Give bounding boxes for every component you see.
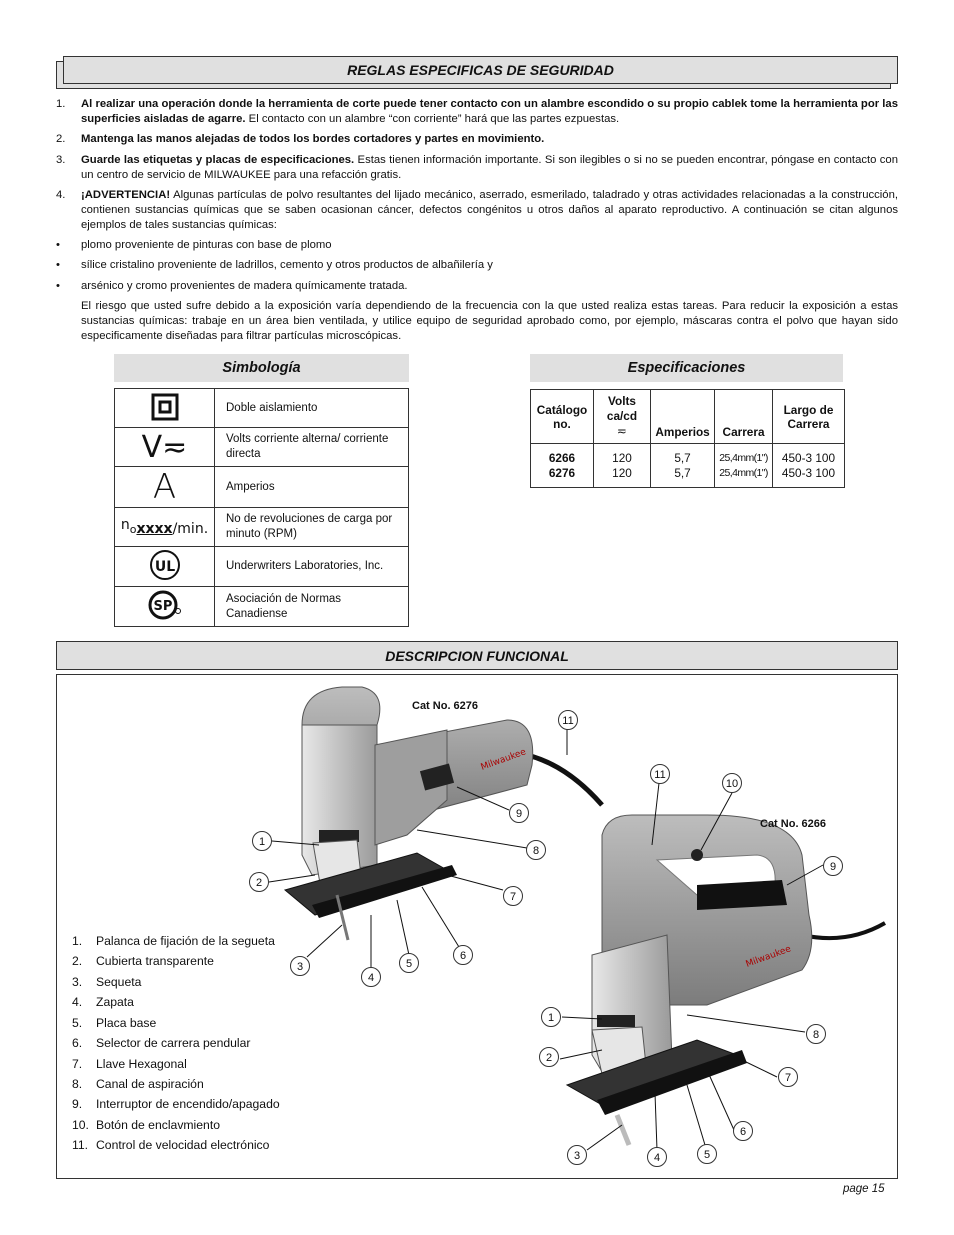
part-item: 10. Botón de enclavmiento	[72, 1118, 220, 1132]
rule-text: Algunas partículas de polvo resultantes del lijado mecánico, aserrado, esmerilado, taladrado y otras actividades relacionadas a la construcción, contienen sustancias químicas que se saben ocasionan cáncer, defectos congénitos u otros daños al aparato reproductivo. A continuación se citan algunos ejemplos de tales sustancias químicas:	[81, 189, 898, 231]
cat-label-6276: Cat No. 6276	[412, 700, 479, 712]
callout-4: 4	[361, 967, 381, 987]
bullet-text: arsénico y cromo provenientes de madera químicamente tratada.	[81, 280, 408, 292]
amperes-icon: A	[152, 467, 177, 507]
rule-3	[56, 153, 898, 183]
callout-11: 11	[558, 710, 578, 730]
callout-4: 4	[647, 1147, 667, 1167]
rpm-value: xxxx	[136, 521, 173, 537]
rule-number: 1.	[56, 98, 66, 110]
closing-text: El riesgo que usted sufre debido a la exposición varía dependiendo de la frecuencia con la que usted realiza estas tareas. Para reducir la exposición a estas sustancias químicas: trabaje en un área bien ventilada, y utilice equipo de seguridad aprobado como, por ejemplo, máscaras contra el polvo que hayan sido especificamente diseñadas para filtrar partículas microscópicas.	[81, 300, 898, 342]
col-volts: Volts ca/cd ≂	[594, 390, 651, 444]
spec-data-row: 6266 6276 120 120 5,7 5,7 25,4mm(1") 25,4mm(1") 450-3 100 450-3 100	[531, 444, 845, 488]
callout-7: 7	[503, 886, 523, 906]
spec-header-row	[531, 390, 845, 444]
part-item: 9. Interruptor de encendido/apagado	[72, 1097, 280, 1111]
closing-paragraph	[56, 299, 898, 344]
bullet-3	[56, 279, 898, 294]
rule-text: El contacto con un alambre “con corriente” hará que las partes ezpuestas.	[245, 113, 620, 125]
bullet-2	[56, 258, 898, 273]
rpm-icon	[120, 517, 209, 537]
rule-number: 2.	[56, 133, 66, 145]
double-insulation-icon	[151, 412, 179, 424]
part-item: 6. Selector de carrera pendular	[72, 1036, 251, 1050]
symbology-header	[114, 354, 409, 382]
callout-11: 11	[650, 764, 670, 784]
ac-dc-symbol: ≂	[617, 424, 627, 438]
symbol-label: Amperios	[215, 467, 409, 508]
cat-label-6266: Cat No. 6266	[760, 818, 827, 830]
safety-header	[63, 56, 898, 84]
symbol-label: No de revoluciones de carga por minuto (RPM)	[215, 508, 409, 547]
functional-header	[56, 641, 898, 670]
symbol-label: Volts corriente alterna/ corriente directa	[215, 428, 409, 467]
bullet-mark: •	[56, 259, 60, 271]
specs-title: Especificaciones	[627, 360, 746, 376]
col-stroke: Carrera	[715, 390, 773, 444]
brand-logo: Milwaukee	[744, 944, 793, 970]
bullet-text: plomo proveniente de pinturas con base de plomo	[81, 239, 332, 251]
callout-7: 7	[778, 1067, 798, 1087]
rpm-unit: /min.	[172, 521, 209, 537]
rule-bold: Al realizar una operación donde la herramienta de corte puede tener contacto con un alambre escondido o su propio cablek tome la herramienta por las superficies aisladas de agarre.	[81, 98, 898, 125]
callout-3: 3	[290, 956, 310, 976]
callout-2: 2	[539, 1047, 559, 1067]
svg-text:UL: UL	[154, 559, 175, 575]
callout-9: 9	[509, 803, 529, 823]
symbol-row	[115, 428, 409, 467]
symbol-row	[115, 389, 409, 428]
symbol-row	[115, 587, 409, 627]
col-amps: Amperios	[651, 390, 715, 444]
csa-icon	[148, 599, 182, 624]
part-item: 8. Canal de aspiración	[72, 1077, 204, 1091]
rule-4	[56, 188, 898, 233]
part-item: 2. Cubierta transparente	[72, 954, 214, 968]
part-item: 11. Control de velocidad electrónico	[72, 1138, 270, 1152]
rule-bold: Mantenga las manos alejadas de todos los bordes cortadores y partes en movimiento.	[81, 133, 545, 145]
page-number: page 15	[843, 1183, 885, 1195]
callout-5: 5	[399, 953, 419, 973]
rule-1	[56, 97, 898, 127]
part-item: 1. Palanca de fijación de la segueta	[72, 934, 275, 948]
rpm-n: n	[120, 517, 130, 533]
callout-6: 6	[733, 1121, 753, 1141]
svg-text:SP: SP	[153, 599, 172, 614]
rule-number: 3.	[56, 154, 66, 166]
spec-table	[530, 389, 845, 488]
symbology-title: Simbología	[222, 360, 301, 376]
brand-logo: Milwaukee	[479, 747, 528, 773]
callout-8: 8	[526, 840, 546, 860]
col-length: Largo de Carrera	[773, 390, 845, 444]
symbol-row	[115, 547, 409, 587]
callout-3: 3	[567, 1145, 587, 1165]
callout-10: 10	[722, 773, 742, 793]
callout-9: 9	[823, 856, 843, 876]
bullet-mark: •	[56, 280, 60, 292]
part-item: 4. Zapata	[72, 995, 134, 1009]
bullet-mark: •	[56, 239, 60, 251]
part-item: 7. Llave Hexagonal	[72, 1057, 187, 1071]
rule-2	[56, 132, 898, 147]
rule-bold: Guarde las etiquetas y placas de especificaciones.	[81, 154, 355, 166]
specs-header	[530, 354, 843, 382]
callout-1: 1	[252, 831, 272, 851]
rpm-o: o	[129, 523, 137, 536]
symbol-table	[114, 388, 409, 627]
ul-icon	[149, 559, 181, 584]
symbol-row	[115, 508, 409, 547]
functional-title: DESCRIPCION FUNCIONAL	[385, 648, 569, 664]
safety-title: REGLAS ESPECIFICAS DE SEGURIDAD	[347, 62, 614, 78]
symbol-label: Doble aislamiento	[215, 389, 409, 428]
part-item: 5. Placa base	[72, 1016, 157, 1030]
symbol-label: Underwriters Laboratories, Inc.	[215, 547, 409, 587]
callout-5: 5	[697, 1144, 717, 1164]
jigsaw-6276	[285, 687, 602, 940]
bullet-1	[56, 238, 898, 253]
callout-2: 2	[249, 872, 269, 892]
col-catalog: Catálogo no.	[531, 390, 594, 444]
symbol-label: Asociación de Normas Canadiense	[215, 587, 409, 627]
rule-text: Estas tienen información importante. Si son ilegibles o si no se pueden encontrar, póngase en contacto con un centro de servicio de MILWAUKEE para una refacción gratis.	[81, 154, 898, 181]
symbol-row	[115, 467, 409, 508]
callout-8: 8	[806, 1024, 826, 1044]
bullet-text: sílice cristalino proveniente de ladrillos, cemento y otros productos de albañilería y	[81, 259, 493, 271]
callout-6: 6	[453, 945, 473, 965]
part-item: 3. Sequeta	[72, 975, 142, 989]
rule-number: 4.	[56, 189, 66, 201]
callout-1: 1	[541, 1007, 561, 1027]
rule-bold: ¡ADVERTENCIA!	[81, 189, 171, 201]
volts-ac-dc-icon: V≂	[141, 429, 188, 465]
